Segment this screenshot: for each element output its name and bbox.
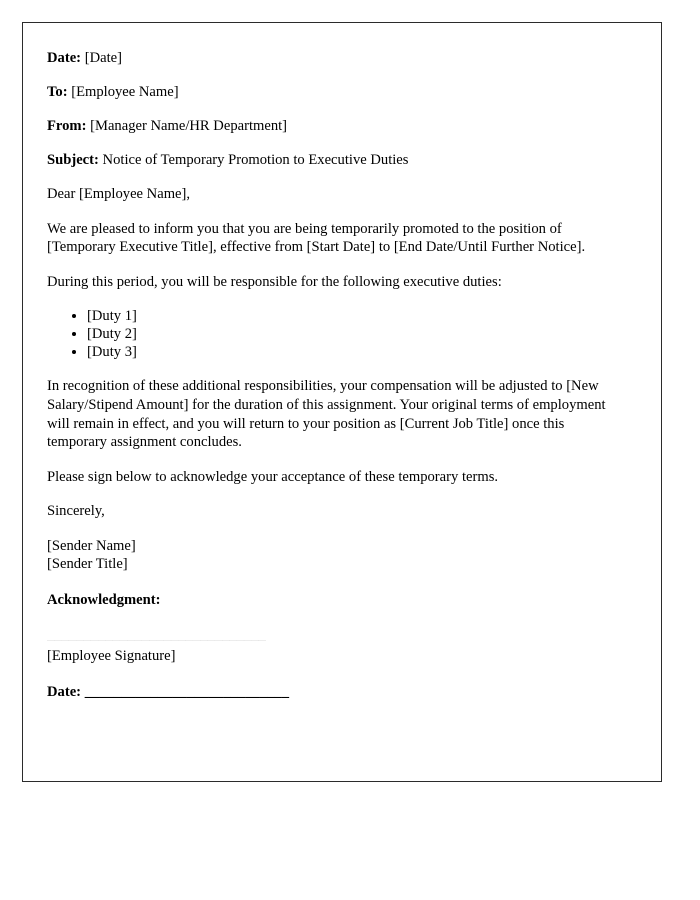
acknowledgment-date-label: Date: bbox=[47, 683, 82, 700]
acknowledgment-heading: Acknowledgment: bbox=[47, 591, 161, 608]
paragraph-sign-request: Please sign below to acknowledge your acceptance of these temporary terms. bbox=[47, 468, 499, 485]
header-field-subject bbox=[47, 151, 619, 169]
header-field-date bbox=[47, 49, 619, 67]
sender-name: [Sender Name] bbox=[47, 537, 136, 554]
list-item: • [Duty 2] bbox=[87, 325, 637, 343]
header-field-from-label: From: bbox=[47, 118, 87, 134]
letter-content bbox=[23, 23, 661, 701]
paragraph-compensation: In recognition of these additional responsibilities, your compensation will be adjusted to [New Salary/Stipend Amount] for the duration of this assignment. Your original terms of employment will remain in effect, and you will return to your position as [Current Job Title] once this temporary assignment concludes. bbox=[47, 378, 606, 451]
list-item: • [Duty 3] bbox=[87, 343, 637, 361]
sender-block bbox=[47, 537, 637, 573]
salutation: Dear [Employee Name], bbox=[47, 186, 191, 202]
employee-signature-caption: [Employee Signature] bbox=[47, 647, 176, 664]
paragraph-duties-lead: During this period, you will be responsible for the following executive duties: bbox=[47, 273, 502, 290]
letter-page-border bbox=[22, 22, 662, 782]
header-field-to bbox=[47, 83, 619, 101]
header-field-to-value: [Employee Name] bbox=[71, 84, 179, 100]
header-field-subject-label: Subject: bbox=[47, 152, 99, 168]
acknowledgment-date-line[interactable]: ____________________________ bbox=[81, 683, 290, 700]
header-field-to-label: To: bbox=[47, 84, 68, 100]
header-field-date-value: [Date] bbox=[84, 50, 122, 66]
employee-signature-line[interactable]: ______________________________ bbox=[47, 630, 266, 641]
header-field-from bbox=[47, 117, 619, 135]
duties-list bbox=[47, 307, 637, 361]
paragraph-intro: We are pleased to inform you that you are being temporarily promoted to the position of [Temporary Executive Title], effective from [Start Date] to [End Date/Until Further Notice]. bbox=[47, 220, 586, 256]
header-field-subject-value: Notice of Temporary Promotion to Executive Duties bbox=[102, 152, 409, 168]
list-item: • [Duty 1] bbox=[87, 307, 637, 325]
acknowledgment-date-field[interactable] bbox=[47, 683, 637, 701]
header-field-date-label: Date: bbox=[47, 50, 82, 66]
closing-salutation: Sincerely, bbox=[47, 503, 105, 520]
header-field-from-value: [Manager Name/HR Department] bbox=[90, 118, 288, 134]
sender-title: [Sender Title] bbox=[47, 555, 128, 572]
